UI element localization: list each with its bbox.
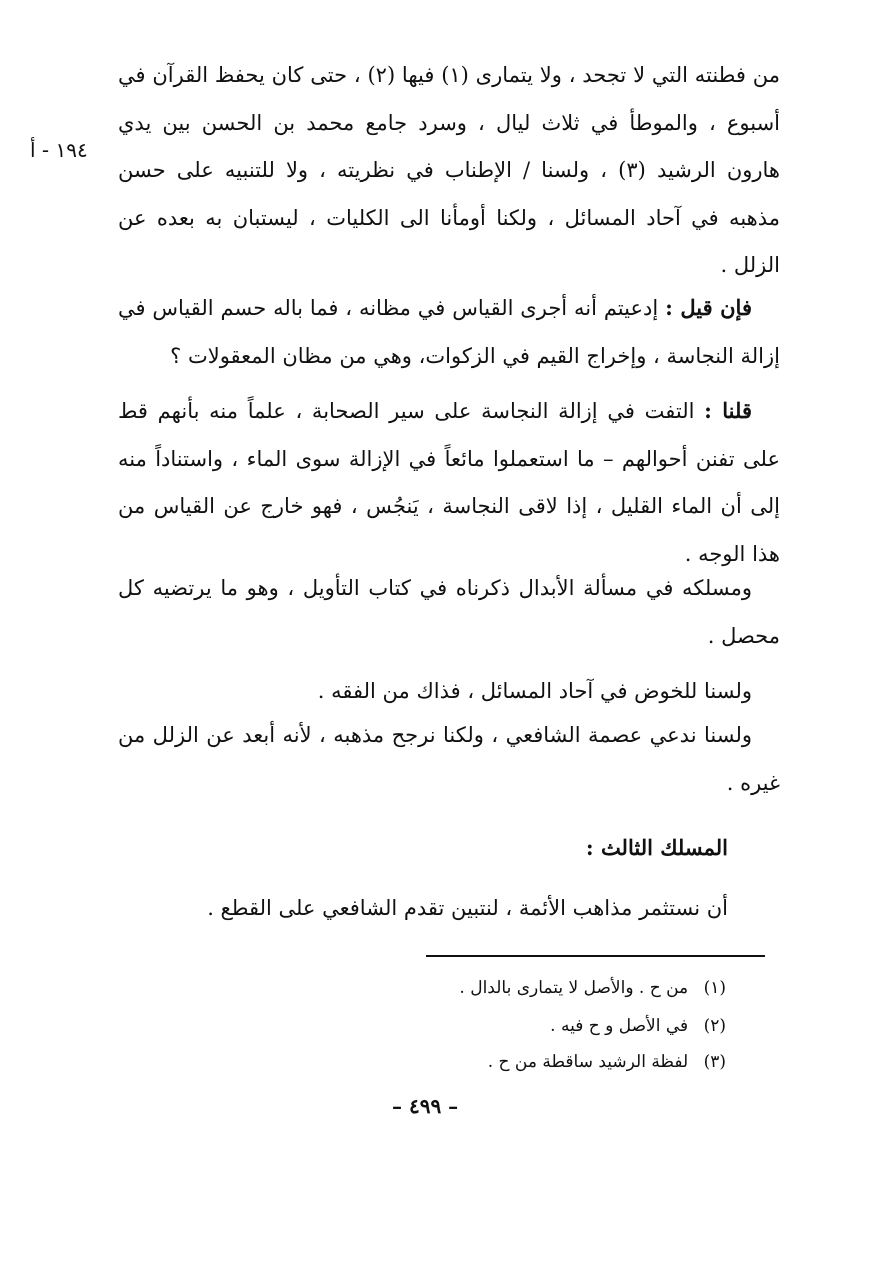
paragraph-5 <box>118 668 780 716</box>
footnote-1-number: (١) <box>703 978 726 998</box>
footnote-3-number: (٣) <box>703 1052 726 1072</box>
footnote-3-text: لفظة الرشيد ساقطة من ح . <box>487 1052 689 1072</box>
paragraph-3-text: التفت في إزالة النجاسة على سير الصحابة ، علماً منه بأنهم قط على تفنن أحوالهم – ما استعملوا مائعاً في الإزالة سوى الماء ، واستناداً منه إلى أن الماء القليل ، إذا لاقى النجاسة ، يَنجُس ، فهو خارج عن القياس من هذا الوجه . <box>118 399 780 566</box>
footnote-2-text: في الأصل و ح فيه . <box>550 1016 689 1036</box>
paragraph-1 <box>118 52 780 290</box>
paragraph-2 <box>118 284 780 380</box>
paragraph-6 <box>118 712 780 807</box>
paragraph-2-lead: فإن قيل : <box>665 295 752 320</box>
footnote-1-text: من ح . والأصل لا يتمارى بالدال . <box>459 978 689 998</box>
page-number: – ٤٩٩ – <box>392 1094 459 1118</box>
paragraph-3-lead: قلنا : <box>704 398 752 423</box>
footnote-2 <box>550 1012 726 1040</box>
paragraph-2-text: إدعيتم أنه أجرى القياس في مظانه ، فما باله حسم القياس في إزالة النجاسة ، وإخراج القيم في الزكوات، وهي من مظان المعقولات ؟ <box>118 296 780 368</box>
margin-folio-note: ١٩٤ - أ <box>30 138 88 162</box>
paragraph-5-text: ولسنا للخوض في آحاد المسائل ، فذاك من الفقه . <box>317 679 752 703</box>
paragraph-3 <box>118 387 780 578</box>
paragraph-6-text: ولسنا ندعي عصمة الشافعي ، ولكنا نرجح مذهبه ، لأنه أبعد عن الزلل من غيره . <box>118 723 780 795</box>
footnote-divider <box>426 955 765 957</box>
paragraph-4 <box>118 565 780 660</box>
paragraph-1-text: من فطنته التي لا تجحد ، ولا يتمارى (١) فيها (٢) ، حتى كان يحفظ القرآن في أسبوع ، والموطأ في ثلاث ليال ، وسرد جامع محمد بن الحسن بين يدي هارون الرشيد (٣) ، ولسنا / الإطناب في نظريته ، ولا للتنبيه على حسن مذهبه في آحاد المسائل ، ولكنا أومأنا الى الكليات ، ليستبان به بعده عن الزلل . <box>118 63 781 277</box>
section-heading: المسلك الثالث : <box>585 835 728 860</box>
footnote-1 <box>459 974 726 1002</box>
footnote-2-number: (٢) <box>703 1016 726 1036</box>
section-first-line: أن نستثمر مذاهب الأئمة ، لنتبين تقدم الشافعي على القطع . <box>207 896 728 920</box>
footnote-3 <box>488 1048 726 1076</box>
paragraph-4-text: ومسلكه في مسألة الأبدال ذكرناه في كتاب التأويل ، وهو ما يرتضيه كل محصل . <box>118 576 780 648</box>
